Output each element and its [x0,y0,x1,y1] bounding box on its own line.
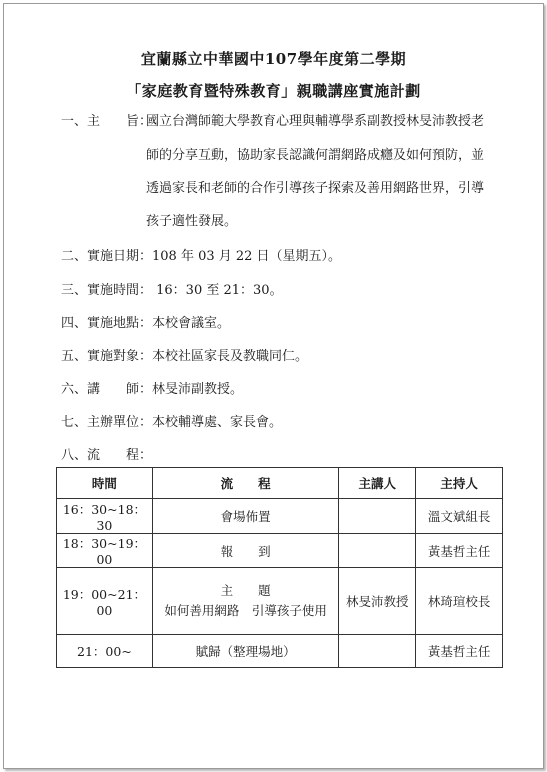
purpose-line-4: 孩子適性發展。 [146,214,238,229]
cell-flow-topic-label: 主 題 [220,583,271,598]
location-line: 四、實施地點：本校會議室。 [61,316,231,331]
purpose-label: 一、主 旨： [61,114,153,129]
flow-label: 八、流 程： [61,448,153,463]
cell-flow-topic-text: 如何善用網路 引導孩子使用 [164,603,327,618]
date-line: 二、實施日期：108 年 03 月 22 日（星期五）。 [61,249,342,264]
document-subtitle: 「家庭教育暨特殊教育」親職講座實施計劃 [126,82,421,100]
cell-flow: 報 到 [152,534,339,568]
cell-speaker [339,499,416,534]
header-time: 時間 [57,468,153,499]
speaker-line: 六、講 師：林旻沛副教授。 [61,382,244,397]
cell-speaker [339,534,416,568]
cell-time: 19：00~21：00 [57,568,153,635]
table-row [57,499,503,534]
cell-flow: 賦歸（整理場地） [152,635,339,668]
cell-speaker [339,635,416,668]
cell-host: 黃基哲主任 [416,534,503,568]
time-line: 三、實施時間： 16：30 至 21：30。 [61,283,283,298]
table-row [57,534,503,568]
cell-speaker: 林旻沛教授 [339,568,416,635]
purpose-line-3: 透過家長和老師的合作引導孩子探索及善用網路世界，引導 [146,181,485,196]
cell-flow [152,568,339,635]
cell-time: 18：30~19：00 [57,534,153,568]
table-header-row [57,468,503,499]
cell-host: 黃基哲主任 [416,635,503,668]
cell-host: 林琦瑄校長 [416,568,503,635]
table-row [57,568,503,635]
cell-flow: 會場佈置 [152,499,339,534]
document-title: 宜蘭縣立中華國中107學年度第二學期 [140,50,407,68]
cell-host: 溫文斌組長 [416,499,503,534]
audience-line: 五、實施對象：本校社區家長及教職同仁。 [61,349,309,364]
schedule-table [56,467,503,668]
table-row [57,635,503,668]
cell-time: 21：00~ [57,635,153,668]
purpose-line-2: 師的分享互動，協助家長認識何謂網路成癮及如何預防，並 [146,148,485,163]
cell-time: 16：30~18：30 [57,499,153,534]
header-flow: 流 程 [152,468,339,499]
header-host: 主持人 [416,468,503,499]
header-speaker: 主講人 [339,468,416,499]
organizer-line: 七、主辦單位：本校輔導處、家長會。 [61,415,283,430]
purpose-line-1: 國立台灣師範大學教育心理與輔導學系副教授林旻沛教授老 [146,114,485,129]
